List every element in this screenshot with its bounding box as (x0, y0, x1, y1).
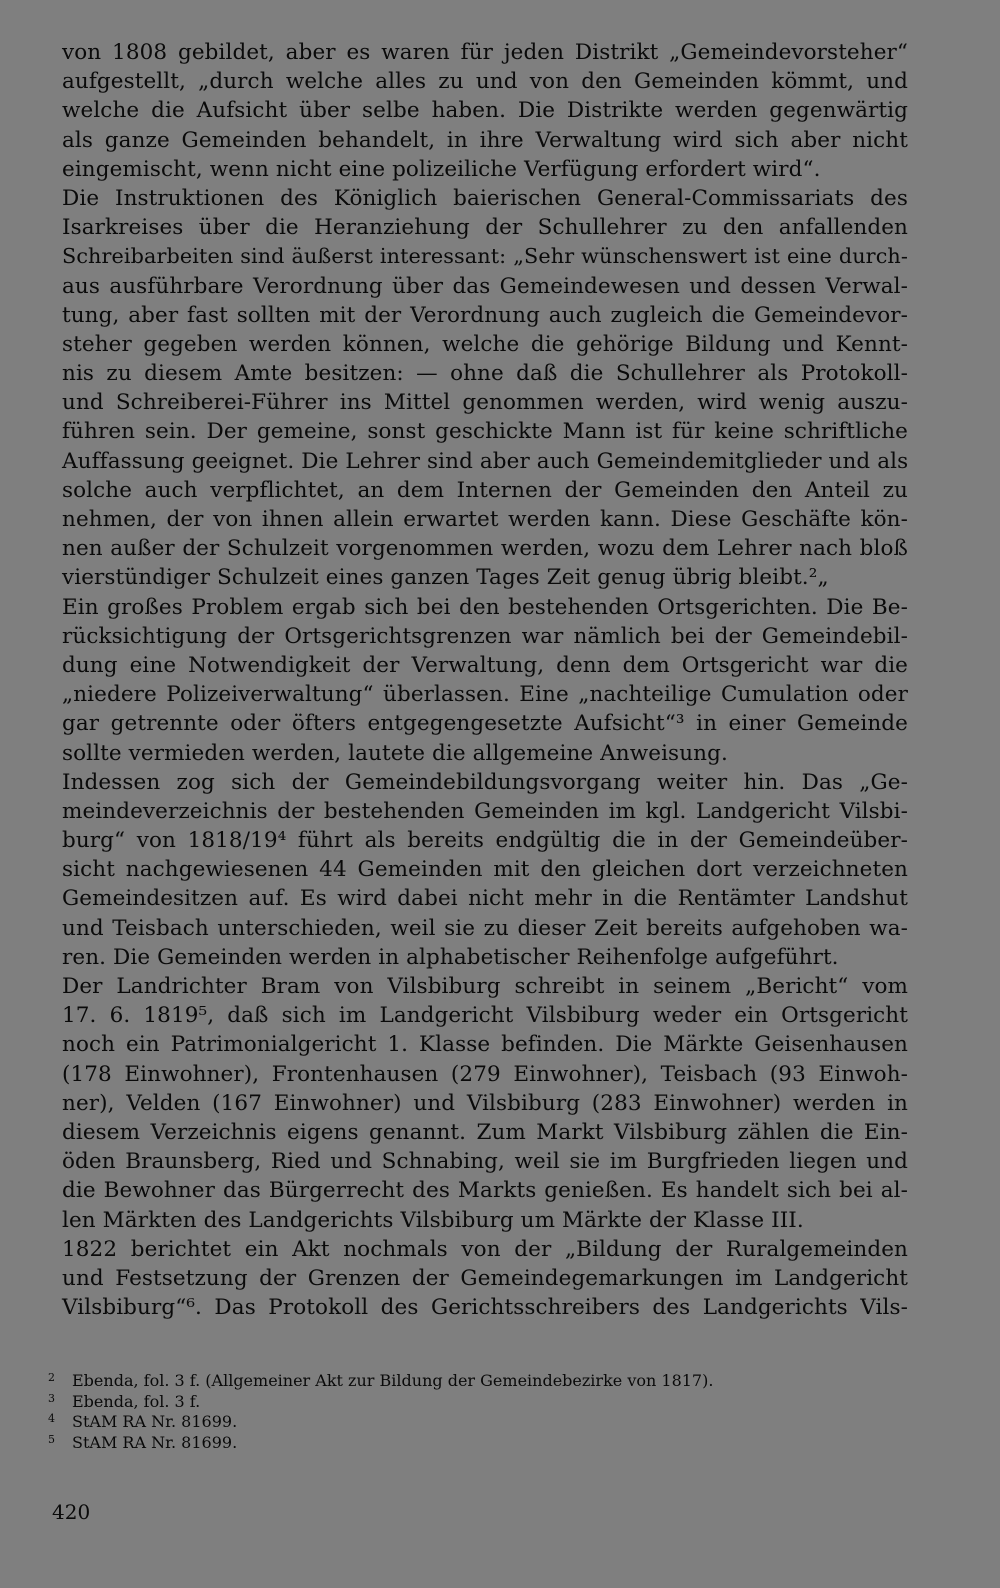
text-line: Indessen zog sich der Gemeindebildungsvorgang weiter hin. Das „Ge- (62, 769, 908, 795)
footnote-text: StAM RA Nr. 81699. (72, 1412, 238, 1431)
text-line: steher gegeben werden können, welche die gehörige Bildung und Kennt- (62, 331, 908, 357)
text-line: eingemischt, wenn nicht eine polizeiliche Verfügung erfordert wird“. (62, 156, 821, 182)
text-line: die Bewohner das Bürgerrecht des Markts genießen. Es handelt sich bei al- (62, 1178, 908, 1204)
text-line: Vilsbiburg“⁶. Das Protokoll des Gerichtsschreibers des Landgerichts Vils- (62, 1295, 908, 1321)
footnote (48, 1409, 908, 1430)
text-line: dung eine Notwendigkeit der Verwaltung, denn dem Ortsgericht war die (62, 652, 908, 678)
footnote-mark: 5 (48, 1432, 55, 1446)
text-line: Gemeindesitzen auf. Es wird dabei nicht mehr in die Rentämter Landshut (62, 886, 908, 912)
text-line: (178 Einwohner), Frontenhausen (279 Einwohner), Teisbach (93 Einwoh- (62, 1061, 908, 1087)
text-line: noch ein Patrimonialgericht 1. Klasse befinden. Die Märkte Geisenhausen (62, 1032, 908, 1058)
text-line: nis zu diesem Amte besitzen: — ohne daß die Schullehrer als Protokoll- (62, 361, 908, 387)
footnote-mark: 4 (48, 1412, 55, 1425)
text-line: burg“ von 1818/19⁴ führt als bereits endgültig die in der Gemeindeüber- (62, 828, 908, 854)
text-line: tung, aber fast sollten mit der Verordnung auch zugleich die Gemeindevor- (62, 302, 908, 328)
text-line: nehmen, der von ihnen allein erwartet werden kann. Diese Geschäfte kön- (62, 507, 908, 532)
text-line: öden Braunsberg, Ried und Schnabing, weil sie im Burgfrieden liegen und (62, 1149, 908, 1175)
footnote (48, 1368, 908, 1389)
footnote (48, 1389, 908, 1410)
text-line: solche auch verpflichtet, an dem Internen der Gemeinden den Anteil zu (62, 477, 908, 503)
text-line: und Schreiberei-Führer ins Mittel genommen werden, wird wenig auszu- (62, 390, 908, 416)
footnote-text: StAM RA Nr. 81699. (72, 1432, 238, 1452)
text-line: ren. Die Gemeinden werden in alphabetischer Reihenfolge aufgeführt. (62, 944, 839, 970)
text-line: nen außer der Schulzeit vorgenommen werden, wozu dem Lehrer nach bloß (62, 536, 908, 562)
footnote-text: Ebenda, fol. 3 f. (Allgemeiner Akt zur Bildung der Gemeindebezirke von 1817). (72, 1371, 714, 1390)
text-line: vierstündiger Schulzeit eines ganzen Tages Zeit genug übrig bleibt.²„ (62, 565, 829, 591)
text-line: rücksichtigung der Ortsgerichtsgrenzen war nämlich bei der Gemeindebil- (62, 623, 908, 649)
text-line: gar getrennte oder öfters entgegengesetzte Aufsicht“³ in einer Gemeinde (62, 711, 908, 737)
text-line: meindeverzeichnis der bestehenden Gemeinden im kgl. Landgericht Vilsbi- (62, 798, 908, 824)
footnote-mark: 2 (48, 1371, 55, 1384)
text-line: von 1808 gebildet, aber es waren für jeden Distrikt „Gemeindevorsteher“ (62, 40, 908, 65)
text-line: aufgestellt, „durch welche alles zu und von den Gemeinden kömmt, und (62, 69, 908, 95)
text-line: len Märkten des Landgerichts Vilsbiburg um Märkte der Klasse III. (62, 1207, 804, 1233)
text-line: sicht nachgewiesenen 44 Gemeinden mit den gleichen dort verzeichneten (62, 857, 908, 883)
text-line: und Teisbach unterschieden, weil sie zu dieser Zeit bereits aufgehoben wa- (62, 915, 908, 941)
text-line: ner), Velden (167 Einwohner) und Vilsbiburg (283 Einwohner) werden in (62, 1090, 908, 1116)
body-text (62, 38, 908, 1322)
footnote (48, 1430, 908, 1451)
footnote-mark: 3 (48, 1391, 55, 1405)
text-line: Isarkreises über die Heranziehung der Schullehrer zu den anfallenden (62, 215, 908, 241)
text-line: 17. 6. 1819⁵, daß sich im Landgericht Vilsbiburg weder ein Ortsgericht (62, 1003, 908, 1029)
text-line: welche die Aufsicht über selbe haben. Die Distrikte werden gegenwärtig (62, 98, 908, 124)
text-line: als ganze Gemeinden behandelt, in ihre Verwaltung wird sich aber nicht (62, 127, 908, 153)
text-line: „niedere Polizeiverwaltung“ überlassen. Eine „nachteilige Cumulation oder (62, 682, 908, 708)
page-number: 420 (52, 1500, 91, 1524)
text-line: aus ausführbare Verordnung über das Gemeindewesen und dessen Verwal- (62, 273, 908, 299)
text-line: führen sein. Der gemeine, sonst geschickte Mann ist für keine schriftliche (62, 419, 908, 445)
text-line: Schreibarbeiten sind äußerst interessant: „Sehr wünschenswert ist eine durch- (62, 244, 908, 269)
footnote-text: Ebenda, fol. 3 f. (72, 1391, 201, 1411)
text-line: Ein großes Problem ergab sich bei den bestehenden Ortsgerichten. Die Be- (62, 594, 908, 620)
footnotes (48, 1368, 908, 1450)
text-line: diesem Verzeichnis eigens genannt. Zum Markt Vilsbiburg zählen die Ein- (62, 1119, 908, 1145)
text-line: 1822 berichtet ein Akt nochmals von der „Bildung der Ruralgemeinden (62, 1236, 908, 1262)
text-line: Der Landrichter Bram von Vilsbiburg schreibt in seinem „Bericht“ vom (62, 974, 908, 999)
text-line: sollte vermieden werden, lautete die allgemeine Anweisung. (62, 740, 728, 766)
text-line: und Festsetzung der Grenzen der Gemeindegemarkungen im Landgericht (62, 1265, 908, 1291)
text-line: Die Instruktionen des Königlich baierischen General-Commissariats des (62, 185, 908, 211)
text-line: Auffassung geeignet. Die Lehrer sind aber auch Gemeindemitglieder und als (62, 448, 909, 474)
